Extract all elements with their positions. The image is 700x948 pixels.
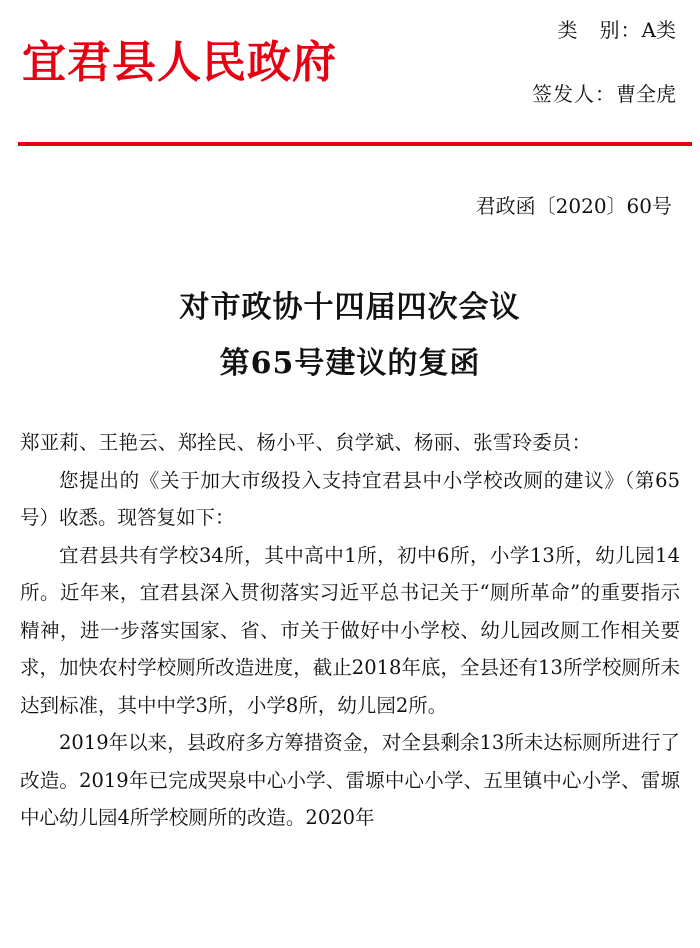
body-paragraph: 您提出的《关于加大市级投入支持宜君县中小学校改厕的建议》（第65号）收悉。现答复如下：: [20, 468, 680, 529]
category-value: A类: [641, 18, 676, 42]
document-title-line-1: 对市政协十四届四次会议: [179, 290, 521, 325]
document-number: 君政函〔2020〕60号: [475, 194, 672, 218]
document-signer: [532, 78, 676, 107]
document-category: [558, 14, 676, 43]
category-label: 类 别：: [557, 18, 642, 42]
body-paragraph: 2019年以来，县政府多方筹措资金，对全县剩余13所未达标厕所进行了改造。2019年已完成哭泉中心小学、雷塬中心小学、五里镇中心小学、雷塬中心幼儿园4所学校厕所的改造。2020年: [20, 731, 680, 829]
issuing-authority: 宜君县人民政府: [22, 37, 337, 88]
body-paragraph: 宜君县共有学校34所，其中高中1所，初中6所，小学13所，幼儿园14所。近年来，宜君县深入贯彻落实习近平总书记关于“厕所革命”的重要指示精神，进一步落实国家、省、市关于做好中小学校、幼儿园改厕工作相关要求，加快农村学校厕所改造进度，截止2018年底，全县还有13所学校厕所未达到标准，其中中学3所，小学8所，幼儿园2所。: [20, 543, 680, 717]
red-header-rule: [18, 142, 692, 146]
document-body: [20, 424, 680, 837]
signer-value: 曹全虎: [616, 82, 676, 106]
signer-label: 签发人：: [532, 82, 616, 106]
document-header: [0, 0, 700, 150]
salutation: 郑亚莉、王艳云、郑拴民、杨小平、贠学斌、杨丽、张雪玲委员：: [20, 431, 592, 454]
document-title-line-2: 第65号建议的复函: [219, 346, 481, 381]
